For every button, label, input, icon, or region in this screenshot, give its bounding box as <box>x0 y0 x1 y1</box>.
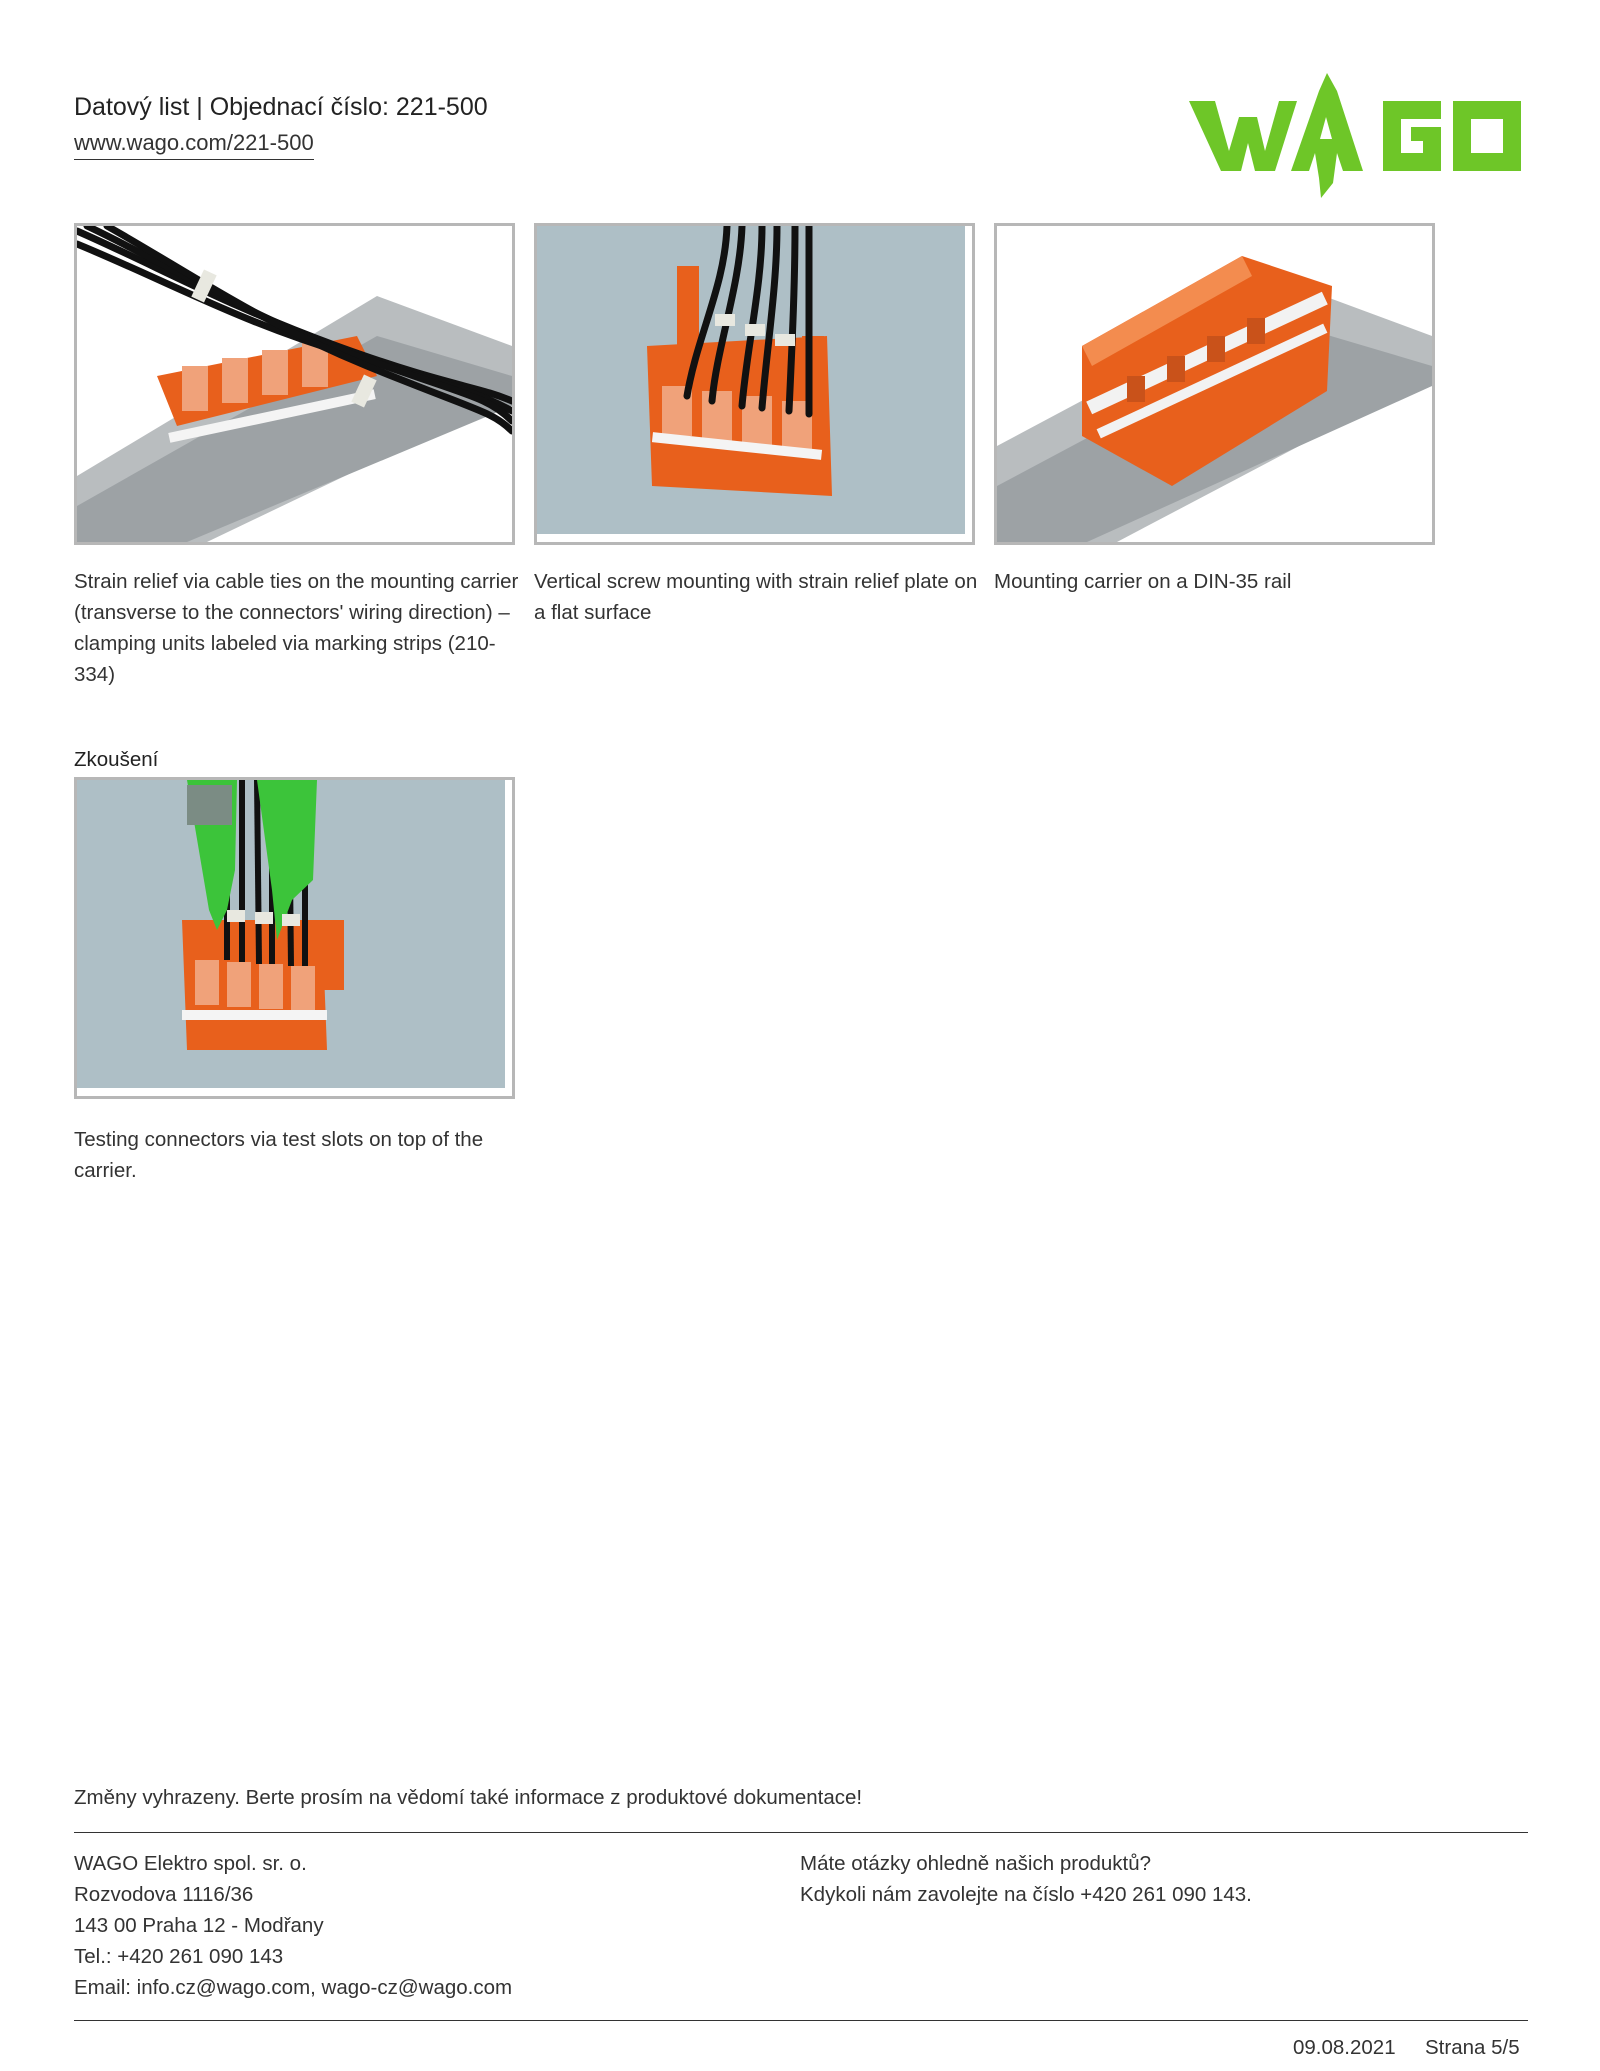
document-date: 09.08.2021 <box>1293 2036 1396 2059</box>
photo-caption-testing: Testing connectors via test slots on top of the carrier. <box>74 1128 484 1182</box>
footer-divider-bottom <box>74 2020 1528 2021</box>
photo-testing-connectors <box>74 777 515 1099</box>
photo-caption-din-rail: Mounting carrier on a DIN-35 rail <box>994 570 1292 593</box>
address-phone: Tel.: +420 261 090 143 <box>74 1945 284 1968</box>
footer-divider-top <box>74 1832 1528 1833</box>
company-address <box>74 1848 512 2003</box>
photo-vertical-screw-mounting <box>534 223 975 545</box>
disclaimer-note: Změny vyhrazeny. Berte prosím na vědomí také informace z produktové dokumentace! <box>74 1786 863 1809</box>
product-url-link[interactable]: www.wago.com/221-500 <box>74 130 314 160</box>
photo-strain-relief-cable-ties <box>74 223 515 545</box>
wago-logo <box>1187 73 1527 198</box>
page-title: Datový list | Objednací číslo: 221-500 <box>74 93 488 121</box>
photo-caption-vertical-mounting: Vertical screw mounting with strain relief plate on a flat surface <box>534 570 978 624</box>
page-number: Strana 5/5 <box>1425 2036 1520 2059</box>
section-title-testing: Zkoušení <box>74 748 159 771</box>
address-email: Email: info.cz@wago.com, wago-cz@wago.com <box>74 1976 513 1999</box>
address-line: WAGO Elektro spol. sr. o. <box>74 1852 307 1875</box>
contact-info <box>800 1848 1252 1910</box>
contact-line: Kdykoli nám zavolejte na číslo +420 261 090 143. <box>800 1883 1252 1906</box>
address-line: Rozvodova 1116/36 <box>74 1883 254 1906</box>
address-line: 143 00 Praha 12 - Modřany <box>74 1914 324 1937</box>
photo-din-rail-carrier <box>994 223 1435 545</box>
photo-caption-strain-relief: Strain relief via cable ties on the mounting carrier (transverse to the connectors' wiring direction) – clamping units labeled via marking strips (210-334) <box>74 570 519 686</box>
contact-line: Máte otázky ohledně našich produktů? <box>800 1852 1152 1875</box>
